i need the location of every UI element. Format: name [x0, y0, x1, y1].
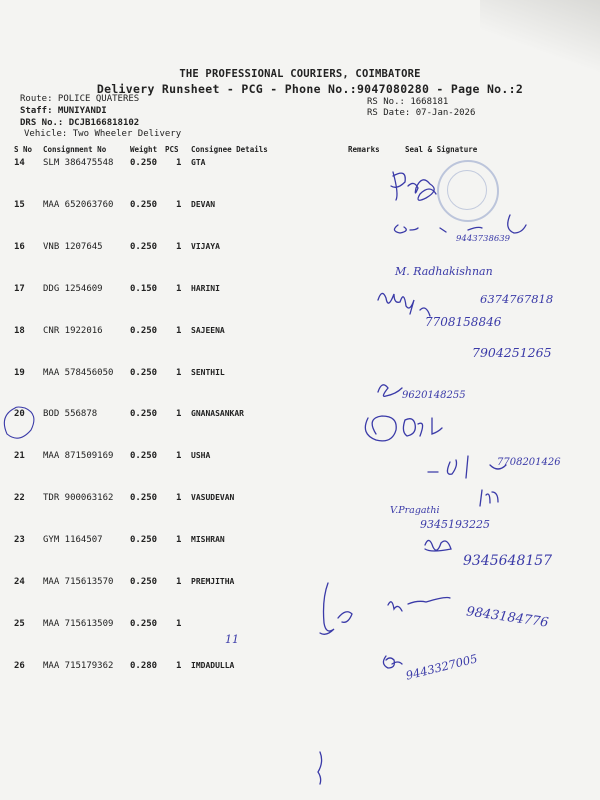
row-pcs: 1	[176, 283, 182, 294]
row-pcs: 1	[176, 325, 182, 336]
row-consignee: HARINI	[191, 283, 220, 293]
signature-imdadulla	[383, 656, 402, 668]
row-weight: 0.250	[130, 199, 158, 210]
row-consignment-no: MAA 715613570	[43, 577, 114, 587]
row25-mark: 11	[225, 633, 239, 646]
row-consignment-no: TDR 900063162	[43, 493, 114, 504]
bottom-ink-mark	[318, 752, 322, 784]
signature-gta	[391, 172, 436, 200]
row-weight: 0.280	[130, 660, 158, 671]
row-consignment-no: MAA 715179362	[43, 660, 114, 671]
harini-name: M. Radhakishnan	[395, 265, 493, 278]
row-sno: 15	[14, 199, 25, 210]
signature-vasudevan	[480, 490, 498, 506]
row-consignment-no: DDG 1254609	[43, 283, 103, 294]
row-pcs: 1	[176, 199, 182, 210]
company-title: THE PROFESSIONAL COURIERS, COIMBATORE	[179, 68, 421, 80]
senthil-phone: 7904251265	[472, 345, 552, 360]
row-weight: 0.250	[130, 451, 158, 462]
row-pcs: 1	[176, 618, 182, 629]
row-weight: 0.250	[130, 409, 158, 420]
row-pcs: 1	[176, 451, 182, 462]
row-consignee: GNANASANKAR	[191, 409, 244, 419]
col-sno-header: S No	[14, 145, 33, 154]
sajeena-phone: 7708158846	[425, 315, 502, 329]
vasudevan-name: V.Pragathi	[390, 505, 440, 516]
row-sno: 16	[14, 241, 25, 252]
row-weight: 0.150	[130, 283, 158, 294]
signature-premjitha	[388, 598, 450, 612]
row-sno: 25	[14, 618, 25, 629]
row-sno: 17	[14, 283, 25, 294]
row-sno: 22	[14, 493, 25, 504]
signature-usha	[428, 456, 506, 478]
row-weight: 0.250	[130, 535, 158, 546]
runsheet-subtitle: Delivery Runsheet - PCG - Phone No.:9047080280 - Page No.:2	[96, 82, 524, 96]
col-seal-header: Seal & Signature	[405, 145, 478, 154]
row-consignment-no: MAA 578456050	[43, 367, 114, 378]
col-consignment-header: Consignment No	[43, 145, 107, 154]
col-pcs-header: PCS	[165, 145, 179, 154]
row-sno: 19	[14, 367, 25, 378]
signature-devan	[394, 215, 526, 233]
vasudevan-phone: 9345193225	[420, 518, 490, 531]
drs-label: DRS No.: DCJB166818102	[20, 118, 140, 128]
row-consignee: PREMJITHA	[191, 577, 235, 586]
signature-harini	[378, 293, 430, 316]
row-consignee: VASUDEVAN	[191, 493, 235, 503]
row-pcs: 1	[176, 241, 182, 252]
row-sno: 23	[14, 535, 25, 546]
vehicle-label: Vehicle: Two Wheeler Delivery	[24, 129, 182, 139]
row-weight: 0.250	[130, 241, 158, 252]
row-sno: 20	[14, 409, 25, 420]
signature-mishran	[425, 540, 451, 551]
row-pcs: 1	[176, 367, 182, 378]
col-weight-header: Weight	[130, 145, 158, 154]
row-pcs: 1	[176, 660, 182, 671]
row-consignee: MISHRAN	[191, 535, 225, 545]
row-consignment-no: VNB 1207645	[43, 241, 103, 252]
imdadulla-phone: 9443327005	[404, 651, 479, 683]
staff-label: Staff: MUNIYANDI	[20, 106, 107, 116]
row-consignee: SAJEENA	[191, 325, 225, 335]
row-sno: 14	[14, 158, 25, 168]
col-remarks-header: Remarks	[348, 145, 380, 154]
row-consignment-no: MAA 652063760	[43, 199, 114, 210]
rs-date-label: RS Date: 07-Jan-2026	[367, 108, 476, 118]
signature-row25	[320, 583, 352, 634]
usha-phone: 7708201426	[497, 457, 561, 468]
row-consignee: SENTHIL	[191, 367, 225, 377]
signature-gnanasankar	[365, 416, 442, 441]
row-sno: 24	[14, 577, 25, 587]
row-sno: 26	[14, 660, 25, 671]
row-consignment-no: MAA 871509169	[43, 451, 114, 462]
row-weight: 0.250	[130, 493, 158, 504]
row-consignee: USHA	[191, 451, 211, 461]
devan-phone: 9443738639	[456, 234, 511, 244]
row-consignee: VIJAYA	[191, 241, 220, 251]
row-consignment-no: MAA 715613509	[43, 618, 114, 629]
col-consignee-header: Consignee Details	[191, 145, 268, 154]
row-consignee: DEVAN	[191, 199, 216, 209]
row-weight: 0.250	[130, 577, 158, 587]
row-consignment-no: SLM 386475548	[43, 158, 114, 168]
row-pcs: 1	[176, 158, 182, 168]
harini-phone: 6374767818	[480, 292, 554, 306]
row-consignment-no: GYM 1164507	[43, 535, 103, 546]
row20-circle-mark	[4, 407, 34, 438]
row-weight: 0.250	[130, 618, 158, 629]
row-weight: 0.250	[130, 325, 158, 336]
row-consignee: GTA	[191, 158, 206, 167]
row-pcs: 1	[176, 535, 182, 546]
row-pcs: 1	[176, 577, 182, 587]
row-consignment-no: CNR 1922016	[43, 325, 103, 336]
gnanasankar-phone: 9620148255	[402, 390, 466, 401]
mishran-phone: 9345648157	[463, 553, 553, 569]
row-consignment-no: BOD 556878	[43, 409, 98, 420]
signature-senthil	[378, 385, 402, 397]
row-weight: 0.250	[130, 158, 158, 168]
row-pcs: 1	[176, 493, 182, 504]
row-pcs: 1	[176, 409, 182, 420]
route-label: Route: POLICE QUATERES	[20, 94, 140, 104]
row-sno: 18	[14, 325, 25, 336]
premjitha-phone: 9843184776	[465, 604, 550, 631]
row-consignee: IMDADULLA	[191, 660, 235, 670]
rs-no-label: RS No.: 1668181	[367, 97, 449, 107]
row-weight: 0.250	[130, 367, 158, 378]
row-sno: 21	[14, 451, 25, 462]
